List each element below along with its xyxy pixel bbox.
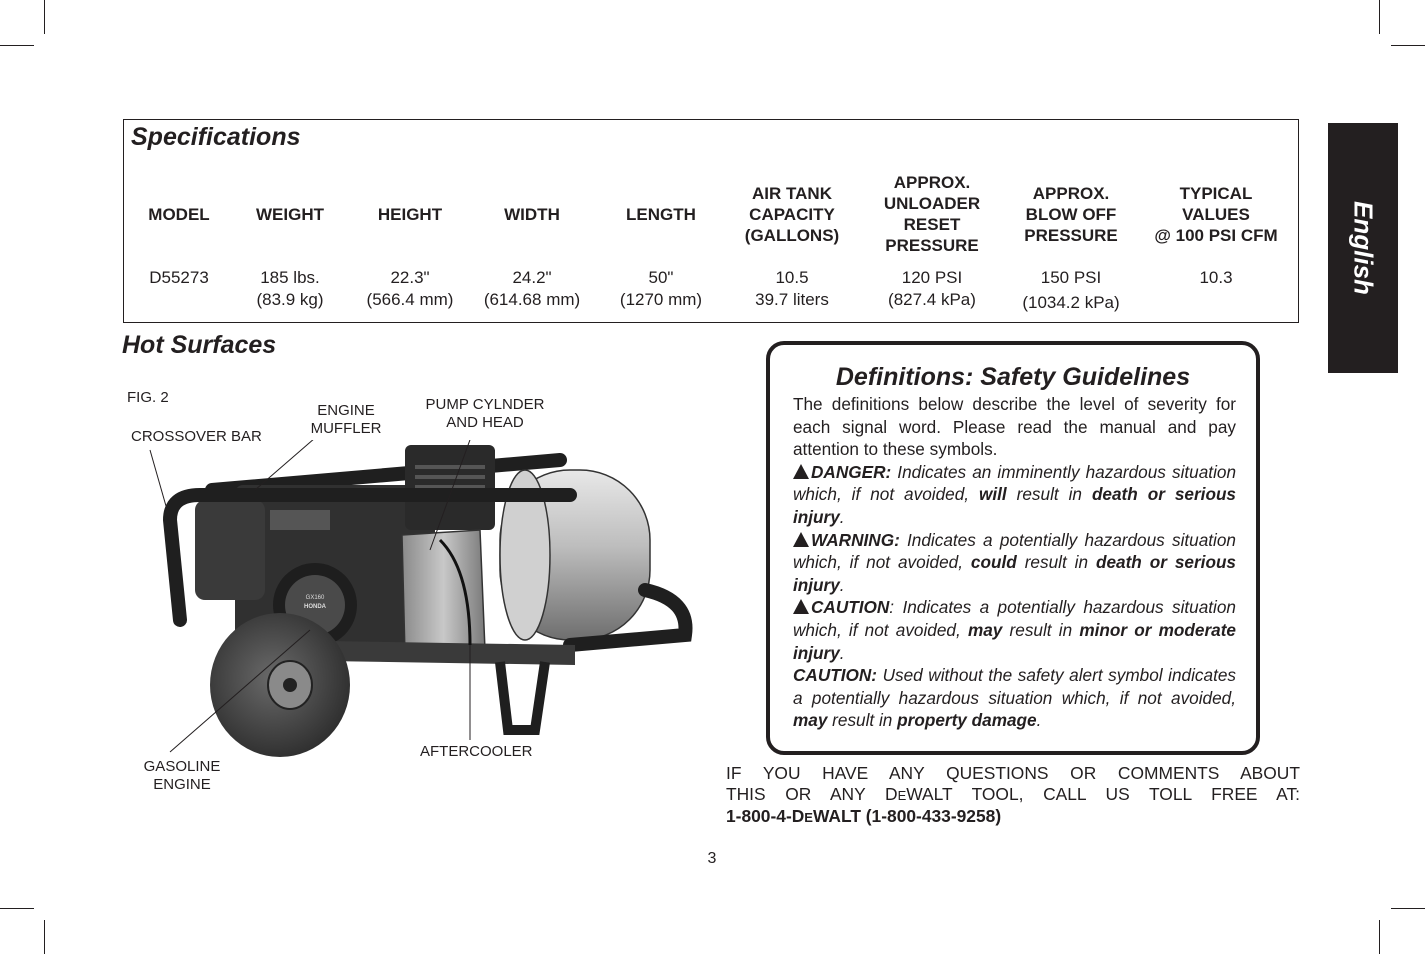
value-line: 150 PSI xyxy=(1040,268,1102,287)
definition-modal: could xyxy=(970,552,1017,573)
header-width: WIDTH xyxy=(504,204,560,224)
header-line: VALUES xyxy=(1182,204,1250,224)
value-line: 22.3" xyxy=(390,268,430,287)
value-line: 39.7 liters xyxy=(755,290,829,309)
engine-muffler xyxy=(195,500,265,600)
header-model: MODEL xyxy=(148,204,210,224)
signal-word: CAUTION xyxy=(811,597,890,618)
value-height xyxy=(354,267,466,311)
hot-surfaces-title: Hot Surfaces xyxy=(122,331,277,359)
definition-end: . xyxy=(839,506,845,527)
definition-end: . xyxy=(839,642,845,663)
header-line: (GALLONS) xyxy=(744,225,840,245)
value-width xyxy=(472,267,592,311)
language-tab xyxy=(1328,123,1398,373)
signal-word: DANGER: xyxy=(811,461,892,482)
stand-leg xyxy=(500,662,545,730)
label-engine-muffler xyxy=(296,402,396,438)
definition-result: death or serious injury xyxy=(793,484,1236,527)
header-height: HEIGHT xyxy=(377,204,443,224)
definition-text: result in xyxy=(1002,619,1080,640)
engine-model-text: GX160 xyxy=(305,595,325,601)
contact-text: WALT TOOL, CALL US TOLL FREE AT: xyxy=(906,784,1300,804)
figure-label: FIG. 2 xyxy=(127,389,169,406)
value-unloader-pressure xyxy=(868,267,996,311)
definition-result: minor or moderate injury xyxy=(793,619,1236,663)
header-line: APPROX. xyxy=(1032,183,1110,203)
definitions-title: Definitions: Safety Guidelines xyxy=(835,363,1191,391)
header-blowoff-pressure xyxy=(1010,170,1132,258)
header-line: CAPACITY xyxy=(749,204,835,224)
label-line: AND HEAD xyxy=(446,414,524,431)
value-line: (566.4 mm) xyxy=(366,290,454,309)
safety-definitions-box xyxy=(766,341,1260,755)
language-tab-label: English xyxy=(1348,201,1379,295)
signal-word: CAUTION: xyxy=(793,665,878,686)
definition-text: result in xyxy=(1006,484,1092,505)
pump-cylinder xyxy=(402,530,485,655)
definition-end: . xyxy=(839,574,845,595)
contact-text: E xyxy=(897,788,907,803)
specifications-table xyxy=(123,119,1299,323)
value-line: 185 lbs. xyxy=(260,268,320,287)
caution-definition xyxy=(793,596,1236,664)
crop-mark xyxy=(0,45,34,46)
definition-text: : Indicates a potentially hazardous situation which, if not avoided, xyxy=(793,597,1236,640)
contact-text: THIS OR ANY D xyxy=(726,784,898,804)
definition-text: Used without the safety alert symbol indicates a potentially hazardous situation which, if not avoided, xyxy=(793,665,1236,708)
header-tank-capacity xyxy=(730,170,854,258)
crop-mark xyxy=(1391,908,1425,909)
wheel-axle xyxy=(283,678,297,692)
value-line: 10.5 xyxy=(775,268,809,287)
crop-mark xyxy=(0,908,34,909)
label-line: ENGINE xyxy=(153,776,211,793)
header-line: TYPICAL xyxy=(1179,183,1253,203)
value-line: (614.68 mm) xyxy=(483,290,581,309)
header-line: APPROX. xyxy=(893,173,971,192)
header-length: LENGTH xyxy=(626,204,696,224)
compressor-illustration xyxy=(140,440,700,770)
value-line: 50" xyxy=(648,268,674,287)
definition-modal: will xyxy=(978,484,1007,505)
label-line: PUMP CYLNDER xyxy=(425,396,545,413)
definition-modal: may xyxy=(967,619,1003,640)
header-typical-values xyxy=(1146,170,1286,258)
danger-definition xyxy=(793,461,1236,529)
contact-info xyxy=(726,763,1300,828)
safety-alert-icon xyxy=(793,532,809,547)
caution-plain-definition xyxy=(793,664,1236,732)
value-line: (827.4 kPa) xyxy=(888,290,976,309)
engine-brand-text: HONDA xyxy=(304,604,326,610)
header-weight: WEIGHT xyxy=(256,204,324,224)
label-line: GASOLINE xyxy=(143,758,221,775)
phone-text: 1-800-4-D xyxy=(726,806,805,826)
crop-mark xyxy=(44,0,45,34)
value-line: 120 PSI xyxy=(901,268,963,287)
definitions-intro: The definitions below describe the level of severity for each signal word. Please read the manual and pay attention to these symbols. xyxy=(793,394,1236,460)
header-line: PRESSURE xyxy=(1024,225,1118,245)
value-model: D55273 xyxy=(149,268,209,287)
header-line: AIR TANK xyxy=(752,183,832,203)
definition-text: result in xyxy=(827,710,898,731)
crop-mark xyxy=(44,920,45,954)
definition-text: result in xyxy=(1016,552,1096,573)
crop-mark xyxy=(1379,920,1380,954)
contact-line: IF YOU HAVE ANY QUESTIONS OR COMMENTS ABOUT xyxy=(726,763,1300,783)
header-unloader-pressure xyxy=(868,170,996,258)
contact-line xyxy=(726,784,1300,806)
value-typical-cfm: 10.3 xyxy=(1199,268,1233,287)
phone-text: WALT (1-800-433-9258) xyxy=(812,806,1002,826)
label-crossover-bar: CROSSOVER BAR xyxy=(131,428,262,445)
specifications-title: Specifications xyxy=(131,123,301,151)
safety-alert-icon xyxy=(793,464,809,479)
definition-text: Indicates a potentially hazardous situation which, if not avoided, xyxy=(793,529,1236,573)
page-number: 3 xyxy=(707,850,717,867)
header-line: RESET xyxy=(903,215,961,234)
leader-crossover-bar xyxy=(150,450,170,520)
definition-result: death or serious injury xyxy=(793,552,1236,595)
pump-fin xyxy=(415,475,485,479)
phone-text: E xyxy=(804,810,813,825)
label-line: MUFFLER xyxy=(310,420,382,437)
value-line: (83.9 kg) xyxy=(256,290,324,309)
label-pump-cylinder xyxy=(408,396,562,432)
label-line: ENGINE xyxy=(317,402,375,419)
definition-result: property damage xyxy=(897,710,1037,731)
value-tank-capacity xyxy=(730,267,854,311)
warning-definition xyxy=(793,529,1236,597)
value-line: (1034.2 kPa) xyxy=(1022,293,1120,312)
crop-mark xyxy=(1379,0,1380,34)
value-line: (1270 mm) xyxy=(619,290,703,309)
value-length xyxy=(606,267,716,311)
value-line: 24.2" xyxy=(512,268,552,287)
safety-alert-icon xyxy=(793,599,809,614)
crop-mark xyxy=(1391,45,1425,46)
header-line: UNLOADER xyxy=(883,194,981,213)
header-line: @ 100 PSI CFM xyxy=(1154,225,1278,245)
header-line: BLOW OFF xyxy=(1025,204,1117,224)
header-line: PRESSURE xyxy=(885,236,979,255)
pump-fin xyxy=(415,465,485,469)
engine-label-plate xyxy=(270,510,330,530)
value-blowoff-pressure xyxy=(1010,267,1132,314)
definition-text: Indicates an imminently hazardous situation which, if not avoided, xyxy=(793,461,1236,505)
contact-phone xyxy=(726,806,1300,828)
definitions-body xyxy=(793,393,1236,732)
definition-end: . xyxy=(1036,710,1042,731)
signal-word: WARNING: xyxy=(811,529,900,550)
label-aftercooler: AFTERCOOLER xyxy=(420,743,533,760)
value-weight xyxy=(235,267,345,311)
definition-modal: may xyxy=(793,710,828,731)
